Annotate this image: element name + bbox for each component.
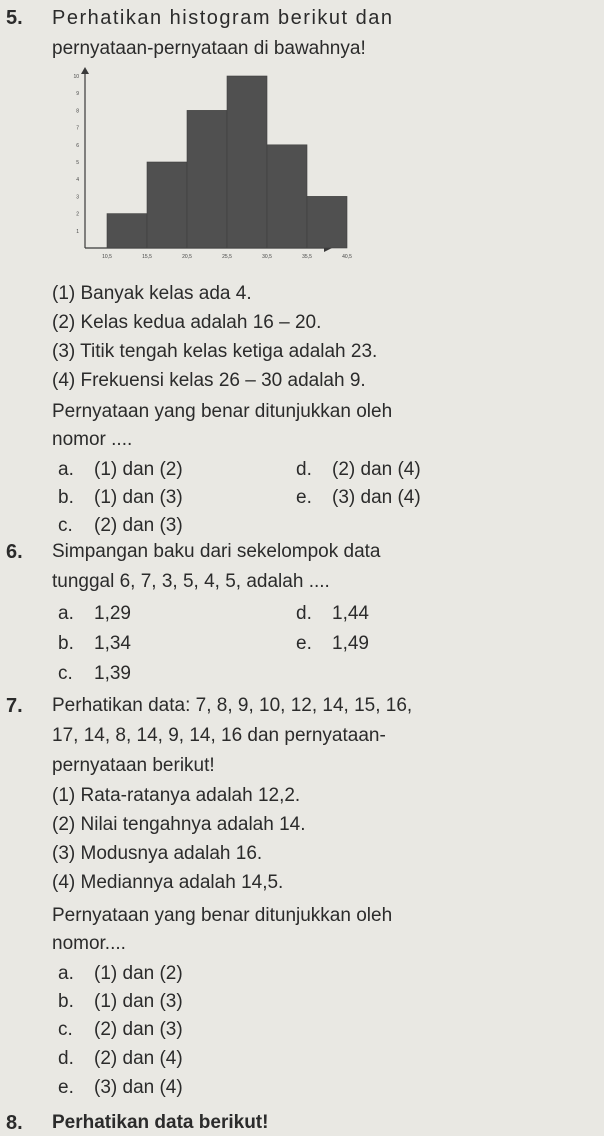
- question-5-prompt-line2: nomor ....: [52, 429, 133, 450]
- question-5-prompt-line1: Pernyataan yang benar ditunjukkan oleh: [52, 401, 393, 422]
- y-tick-label: 7: [76, 125, 79, 132]
- x-tick-label: 25,5: [222, 254, 232, 260]
- question-7-statement: (3) Modusnya adalah 16.: [52, 843, 263, 864]
- histogram-bar: [227, 76, 267, 248]
- option-text: 1,29: [94, 603, 131, 624]
- question-7-option: [58, 962, 183, 986]
- histogram-bar: [267, 145, 307, 248]
- histogram-bar: [187, 110, 227, 248]
- option-letter: c.: [58, 1019, 73, 1040]
- option-letter: b.: [58, 991, 74, 1012]
- question-5-number: 5.: [6, 7, 23, 29]
- y-tick-label: 9: [76, 91, 79, 98]
- option-letter: a.: [58, 963, 74, 984]
- question-7-statement: (4) Mediannya adalah 14,5.: [52, 872, 284, 893]
- question-6-option: [296, 602, 369, 626]
- question-6-option: [296, 632, 369, 656]
- option-letter: d.: [296, 459, 312, 480]
- option-letter: e.: [58, 1077, 74, 1098]
- question-5-intro-line2: pernyataan-pernyataan di bawahnya!: [52, 38, 366, 59]
- y-tick-label: 3: [76, 194, 79, 201]
- y-tick-label: 5: [76, 160, 79, 166]
- question-5-option: [58, 486, 183, 510]
- question-5-statement: (2) Kelas kedua adalah 16 – 20.: [52, 312, 322, 333]
- question-7-prompt-line1: Pernyataan yang benar ditunjukkan oleh: [52, 905, 393, 926]
- question-5-option: [296, 486, 421, 510]
- question-5-statement: (3) Titik tengah kelas ketiga adalah 23.: [52, 341, 378, 362]
- option-text: (1) dan (3): [94, 991, 183, 1012]
- question-7-line1: Perhatikan data: 7, 8, 9, 10, 12, 14, 15, 16,: [52, 695, 413, 716]
- option-text: (3) dan (4): [94, 1077, 183, 1098]
- x-tick-label: 30,5: [262, 254, 272, 260]
- option-text: 1,39: [94, 663, 131, 684]
- question-6-number: 6.: [6, 541, 23, 563]
- option-text: (2) dan (4): [94, 1048, 183, 1069]
- question-5-option: [296, 458, 421, 482]
- option-letter: c.: [58, 663, 73, 684]
- option-letter: d.: [58, 1048, 74, 1069]
- y-axis-arrow-icon: [81, 67, 89, 74]
- question-7-statement: (2) Nilai tengahnya adalah 14.: [52, 814, 306, 835]
- question-8-line1: Perhatikan data berikut!: [52, 1112, 269, 1133]
- option-text: (2) dan (3): [94, 1019, 183, 1040]
- question-5-option: [58, 514, 183, 538]
- option-letter: e.: [296, 487, 312, 508]
- option-letter: d.: [296, 603, 312, 624]
- histogram-bar: [307, 196, 347, 248]
- question-6-line2: tunggal 6, 7, 3, 5, 4, 5, adalah ....: [52, 571, 330, 592]
- question-6-option: [58, 662, 131, 686]
- option-letter: a.: [58, 459, 74, 480]
- y-tick-label: 8: [76, 108, 79, 115]
- option-text: 1,44: [332, 603, 369, 624]
- x-tick-label: 35,5: [302, 254, 312, 260]
- question-5-statement: (1) Banyak kelas ada 4.: [52, 283, 252, 304]
- option-text: (1) dan (2): [94, 963, 183, 984]
- question-5-intro-line1: Perhatikan histogram berikut dan: [52, 7, 394, 29]
- question-7-option: [58, 990, 183, 1014]
- option-text: 1,34: [94, 633, 131, 654]
- option-letter: e.: [296, 633, 312, 654]
- question-6-line1: Simpangan baku dari sekelompok data: [52, 541, 381, 562]
- option-text: (1) dan (2): [94, 459, 183, 480]
- histogram-bar: [107, 214, 147, 248]
- question-5-option: [58, 458, 183, 482]
- y-tick-label: 1: [76, 228, 79, 235]
- question-7-statement: (1) Rata-ratanya adalah 12,2.: [52, 785, 301, 806]
- option-text: (3) dan (4): [332, 487, 421, 508]
- y-tick-label: 10: [73, 74, 79, 80]
- question-7-option: [58, 1076, 183, 1100]
- x-tick-label: 10,5: [102, 254, 112, 260]
- option-text: (1) dan (3): [94, 487, 183, 508]
- option-letter: b.: [58, 633, 74, 654]
- option-letter: a.: [58, 603, 74, 624]
- x-tick-label: 20,5: [182, 254, 192, 260]
- question-7-prompt-line2: nomor....: [52, 933, 126, 954]
- option-text: 1,49: [332, 633, 369, 654]
- histogram-chart: [52, 68, 352, 268]
- option-letter: b.: [58, 487, 74, 508]
- x-tick-label: 40,5: [342, 254, 352, 260]
- y-tick-label: 4: [76, 177, 79, 184]
- histogram-bar: [147, 162, 187, 248]
- question-7-option: [58, 1047, 183, 1071]
- question-6-option: [58, 602, 131, 626]
- question-7-line3: pernyataan berikut!: [52, 755, 215, 776]
- question-6-option: [58, 632, 131, 656]
- question-7-option: [58, 1018, 183, 1042]
- y-tick-label: 6: [76, 142, 79, 149]
- question-8-number: 8.: [6, 1112, 23, 1134]
- x-tick-label: 15,5: [142, 254, 152, 260]
- option-letter: c.: [58, 515, 73, 536]
- question-7-number: 7.: [6, 695, 23, 717]
- option-text: (2) dan (4): [332, 459, 421, 480]
- question-5-statement: (4) Frekuensi kelas 26 – 30 adalah 9.: [52, 370, 366, 391]
- question-7-line2: 17, 14, 8, 14, 9, 14, 16 dan pernyataan-: [52, 725, 386, 746]
- option-text: (2) dan (3): [94, 515, 183, 536]
- y-tick-label: 2: [76, 211, 79, 218]
